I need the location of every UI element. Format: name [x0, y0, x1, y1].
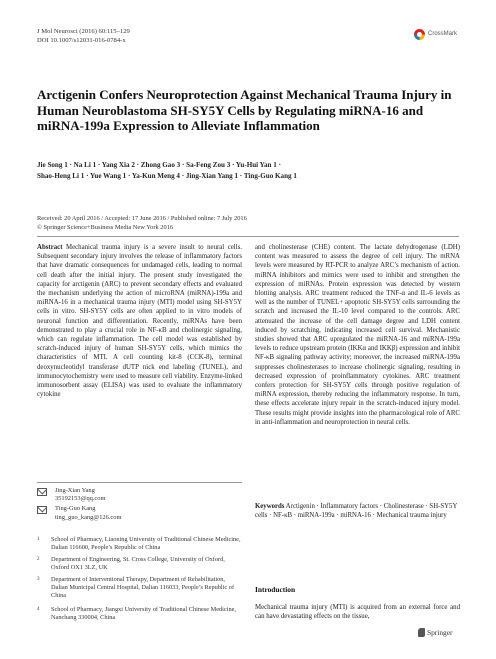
- authors-line-1: Jie Song 1 · Na Li 1 · Yang Xia 2 · Zhong Gao 3 · Sa-Feng Zou 3 · Yu-Hui Yan 1 ·: [37, 161, 281, 169]
- springer-logo: [418, 628, 452, 637]
- affiliation-number: 1: [37, 537, 40, 542]
- affiliation-text: Department of Engineering, St. Cross College, University of Oxford, Oxford OX1 3LZ, UK: [51, 556, 225, 572]
- envelope-icon: [37, 488, 47, 496]
- contact-1: [37, 487, 242, 503]
- affiliation-text: School of Pharmacy, Liaoning University of Traditional Chinese Medicine, Dalian 116600, People’s Republic of China: [51, 536, 241, 552]
- contact-email[interactable]: ting_guo_kang@126.com: [55, 513, 122, 521]
- contact-name: Jing-Xian Yang: [55, 487, 95, 494]
- abstract-text-left: Mechanical trauma injury is a severe insult to neural cells. Subsequent secondary injury involves the release of inflammatory factors that have dramatic consequences for undamaged cells, leading to normal cell death after the initial injury. The present study investigated the capacity for arctigenin (ARC) to prevent secondary effects and evaluated the mechanism underlying the action of microRNA (miRNA)-199a and miRNA-16 in a mechanical trauma injury (MTI) model using SH-SY5Y cells in vitro. SH-SY5Y cells are often applied to in vitro models of neuronal function and differentiation. Recently, miRNAs have been demonstrated to play a crucial role in NF-κB and cholinergic signaling, which can regulate inflammation. The cell model was established by scratch-induced injury of human SH-SY5Y cells, which mimics the characteristics of MTI. A cell counting kit-8 (CCK-8), terminal deoxynucleotidyl transferase dUTP nick end labeling (TUNEL), and immunocytochemistry were used to measure cell viability. Enzyme-linked immunosorbent assay (ELISA) was used to evaluate the inflammatory cytokine: [37, 244, 242, 399]
- affiliation-1: [37, 536, 242, 552]
- keywords: [255, 502, 460, 520]
- affiliation-text: Department of Interventional Therapy, Department of Rehabilitation, Dalian Municipal Central Hospital, Dalian 116033, People’s Republic of China: [51, 576, 235, 600]
- journal-citation: J Mol Neurosci (2016) 60:115–129: [37, 28, 130, 35]
- affiliation-2: [37, 556, 242, 572]
- divider: [37, 236, 459, 237]
- affiliation-number: 4: [37, 607, 40, 612]
- publisher-name: Springer: [427, 628, 453, 637]
- envelope-icon: [37, 506, 47, 514]
- crossmark-label: CrossMark: [428, 31, 458, 37]
- keywords-text: Arctigenin · Inflammatory factors · Cholinesterase · SH-SY5Y cells · NF-κB · miRNA-199a · miRNA-16 · Mechanical trauma injury: [255, 503, 458, 520]
- affiliation-4: [37, 606, 242, 622]
- authors-line-2: Shao-Heng Li 1 · Yue Wang 1 · Ya-Kun Meng 4 · Jing-Xian Yang 1 · Ting-Guo Kang 1: [37, 172, 297, 180]
- doi: DOI 10.1007/s12031-016-0784-x: [37, 37, 126, 44]
- affiliation-3: [37, 576, 242, 601]
- introduction-heading: Introduction: [255, 585, 296, 594]
- springer-horse-icon: [418, 628, 425, 637]
- received-line: Received: 20 April 2016 / Accepted: 17 June 2016 / Published online: 7 July 2016: [37, 215, 247, 222]
- copyright-line: © Springer Science+Business Media New York 2016: [37, 223, 174, 231]
- contact-2: [37, 505, 242, 521]
- publication-dates: [37, 215, 457, 232]
- journal-header: [37, 27, 130, 45]
- article-title: Arctigenin Confers Neuroprotection Against Mechanical Trauma Injury in Human Neuroblastoma SH-SY5Y Cells by Regulating miRNA-16 and miRNA-199a Expression to Alleviate Inflammation: [37, 87, 452, 133]
- affiliation-number: 2: [37, 557, 40, 562]
- introduction-text: Mechanical trauma injury (MTI) is acquired from an external force and can have devastating effects on the tissue,: [255, 604, 460, 621]
- crossmark-icon: [414, 29, 425, 40]
- author-list: [37, 160, 457, 182]
- crossmark-badge[interactable]: [414, 28, 460, 40]
- abstract-label: Abstract: [37, 244, 63, 251]
- divider: [37, 482, 242, 483]
- abstract-left-column: [37, 243, 242, 399]
- affiliation-text: School of Pharmacy, Jiangxi University of Traditional Chinese Medicine, Nanchang 330004, China: [51, 606, 236, 622]
- contact-email[interactable]: 35192153@qq.com: [55, 495, 106, 503]
- keywords-label: Keywords: [255, 503, 285, 510]
- contact-name: Ting-Guo Kang: [55, 505, 96, 513]
- abstract-right-column: and cholinesterase (CHE) content. The lactate dehydrogenase (LDH) content was measured to assess the degree of cell injury. The mRNA levels were measured by RT-PCR to analyze ARC’s mechanism of action. miRNA inhibitors and mimics were used to inhibit and strengthen the expression of miRNAs. Protein expression was detected by western blotting analysis. ARC treatment reduced the TNF-α and IL-6 levels as well as the number of TUNEL+ apoptotic SH-SY5Y cells surrounding the scratch and increased the IL-10 level compared to the controls. ARC attenuated the increase of the cell damage degree and LDH content induced by scratching, indicating increased cell survival. Mechanistic studies showed that ARC upregulated the miRNA-16 and miRNA-199a levels to reduce upstream protein (IKKα and IKKβ) expression and inhibit NF-κB signaling pathway activity; moreover, the increased miRNA-199a suppresses cholinesterases to increase cholinergic signaling, resulting in decreased expression of proinflammatory cytokines. ARC treatment confers protection for SH-SY5Y cells through positive regulation of miRNA expression, thereby reducing the inflammatory response. In turn, these effects accelerate injury repair in the scratch-induced injury model. These results might provide insights into the pharmacological role of ARC in anti-inflammation and neuroprotection in neural cells.: [255, 244, 460, 426]
- affiliation-number: 3: [37, 577, 40, 582]
- corresponding-authors: [37, 487, 242, 524]
